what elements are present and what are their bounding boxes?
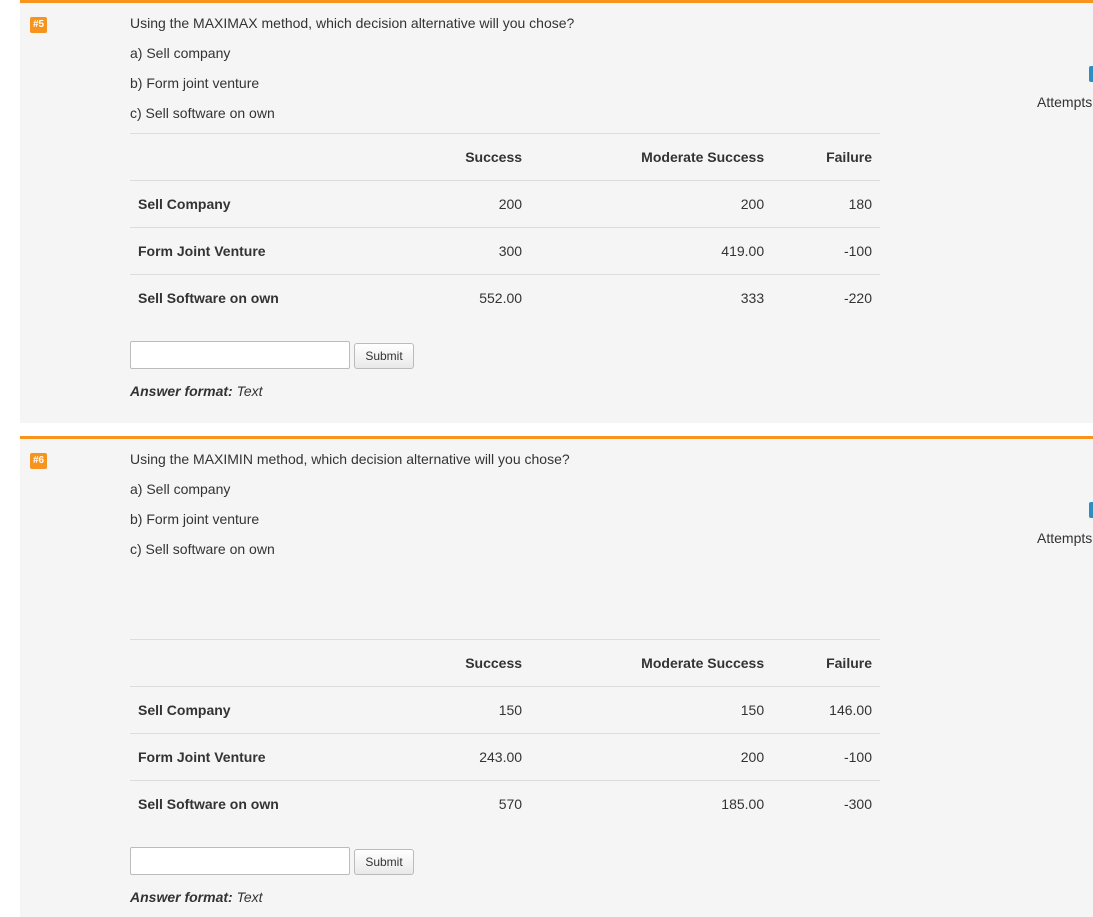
option-b: b) Form joint venture — [130, 75, 260, 91]
option-a: a) Sell company — [130, 45, 231, 61]
column-header-moderate-success: Moderate Success — [530, 134, 772, 181]
submit-button[interactable]: Submit — [354, 849, 414, 875]
side-marker-icon — [1089, 66, 1093, 82]
answer-format-value: Text — [236, 889, 263, 905]
answer-input[interactable] — [130, 847, 350, 875]
answer-format-label: Answer format: — [130, 383, 233, 399]
row-label: Sell Company — [130, 687, 403, 734]
table-row — [130, 781, 880, 828]
table-header-row — [130, 640, 880, 687]
answer-format — [130, 383, 263, 399]
table-cell: 552.00 — [403, 275, 530, 322]
table-cell: 243.00 — [403, 734, 530, 781]
question-text — [130, 15, 880, 135]
column-header — [130, 640, 403, 687]
payoff-table — [130, 639, 880, 827]
row-label: Form Joint Venture — [130, 734, 403, 781]
table-cell: 185.00 — [530, 781, 772, 828]
row-label: Sell Company — [130, 181, 403, 228]
row-label: Form Joint Venture — [130, 228, 403, 275]
option-c: c) Sell software on own — [130, 105, 275, 121]
submit-button[interactable]: Submit — [354, 343, 414, 369]
column-header — [130, 134, 403, 181]
column-header-failure: Failure — [772, 640, 880, 687]
table-row — [130, 687, 880, 734]
attempts-label: Attempts — [1037, 530, 1093, 546]
answer-input[interactable] — [130, 341, 350, 369]
question-text — [130, 451, 880, 571]
question-number-badge: #5 — [30, 17, 47, 33]
option-b: b) Form joint venture — [130, 511, 260, 527]
column-header-success: Success — [403, 134, 530, 181]
question-5-panel — [20, 0, 1093, 423]
row-label: Sell Software on own — [130, 781, 403, 828]
column-header-success: Success — [403, 640, 530, 687]
attempts-label: Attempts — [1037, 94, 1093, 110]
table-header-row — [130, 134, 880, 181]
question-number-badge: #6 — [30, 453, 47, 469]
option-c: c) Sell software on own — [130, 541, 275, 557]
table-cell: -100 — [772, 228, 880, 275]
column-header-moderate-success: Moderate Success — [530, 640, 772, 687]
table-cell: 200 — [403, 181, 530, 228]
table-cell: 150 — [530, 687, 772, 734]
question-prompt: Using the MAXIMAX method, which decision alternative will you chose? — [130, 15, 575, 31]
table-cell: 570 — [403, 781, 530, 828]
answer-format-value: Text — [236, 383, 263, 399]
option-a: a) Sell company — [130, 481, 231, 497]
table-cell: 200 — [530, 734, 772, 781]
table-cell: 300 — [403, 228, 530, 275]
question-6-panel — [20, 436, 1093, 917]
question-prompt: Using the MAXIMIN method, which decision alternative will you chose? — [130, 451, 570, 467]
table-cell: 200 — [530, 181, 772, 228]
answer-format-label: Answer format: — [130, 889, 233, 905]
table-cell: 150 — [403, 687, 530, 734]
table-row — [130, 228, 880, 275]
column-header-failure: Failure — [772, 134, 880, 181]
table-cell: -100 — [772, 734, 880, 781]
table-row — [130, 275, 880, 322]
payoff-table — [130, 133, 880, 321]
table-cell: -300 — [772, 781, 880, 828]
table-row — [130, 734, 880, 781]
table-cell: 419.00 — [530, 228, 772, 275]
table-row — [130, 181, 880, 228]
row-label: Sell Software on own — [130, 275, 403, 322]
table-cell: 146.00 — [772, 687, 880, 734]
table-cell: 333 — [530, 275, 772, 322]
table-cell: -220 — [772, 275, 880, 322]
side-marker-icon — [1089, 502, 1093, 518]
table-cell: 180 — [772, 181, 880, 228]
answer-format — [130, 889, 263, 905]
